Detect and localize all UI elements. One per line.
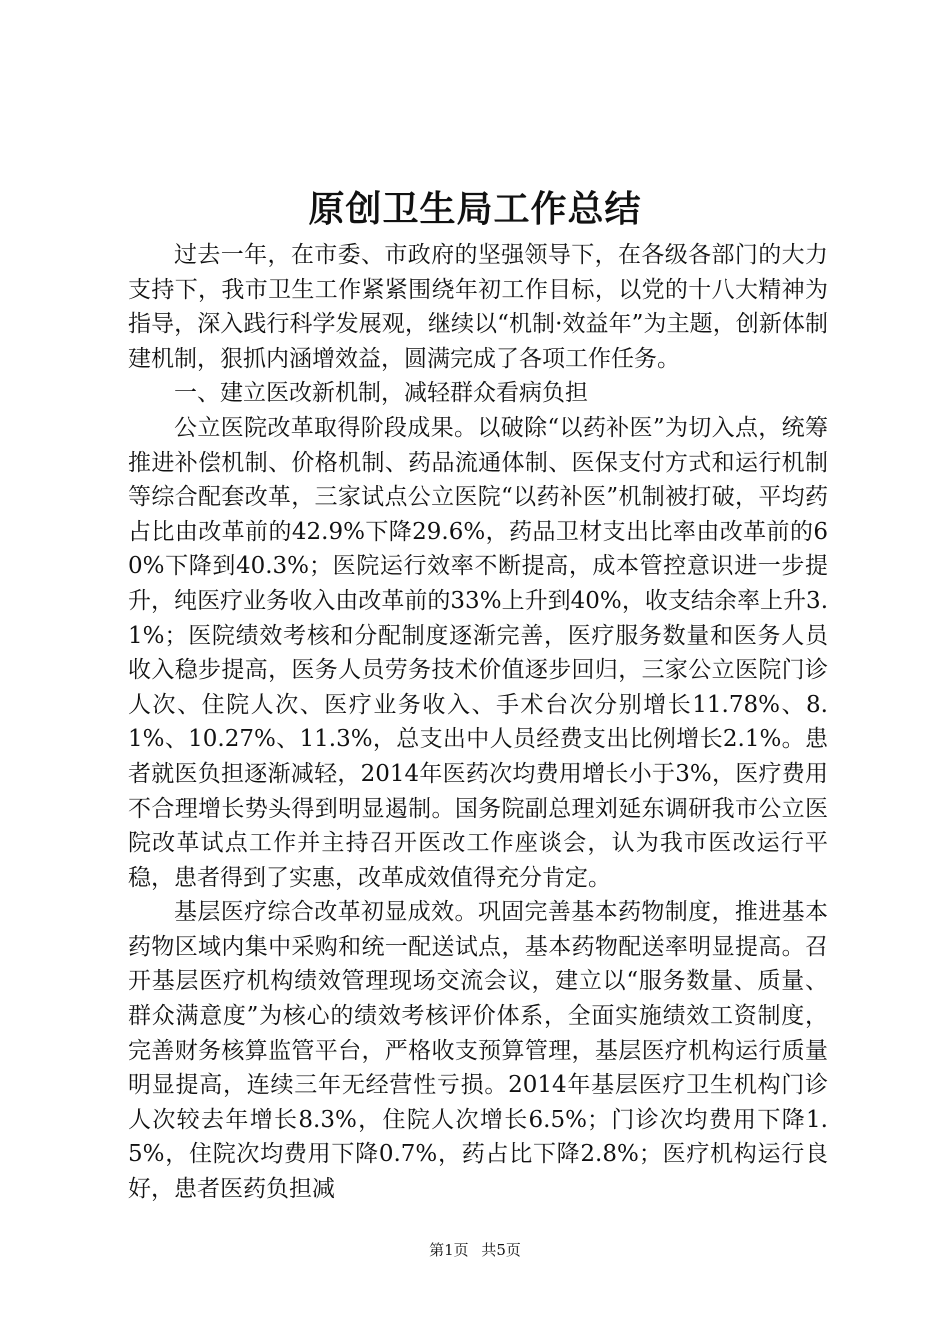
paragraph-public-hospital-reform: 公立医院改革取得阶段成果。以破除“以药补医”为切入点，统筹推进补偿机制、价格机制、药品流通体制、医保支付方式和运行机制等综合配套改革，三家试点公立医院“以药补医”机制被打破，平均药占比由改革前的42.9%下降29.6%，药品卫材支出比率由改革前的60%下降到40.3%；医院运行效率不断提高，成本管控意识进一步提升，纯医疗业务收入由改革前的33%上升到40%，收支结余率上升3.1%；医院绩效考核和分配制度逐渐完善，医疗服务数量和医务人员收入稳步提高，医务人员劳务技术价值逐步回归，三家公立医院门诊人次、住院人次、医疗业务收入、手术台次分别增长11.78%、8.1%、10.27%、11.3%，总支出中人员经费支出比例增长2.1%。患者就医负担逐渐减轻，2014年医药次均费用增长小于3%，医疗费用不合理增长势头得到明显遏制。国务院副总理刘延东调研我市公立医院改革试点工作并主持召开医改工作座谈会，认为我市医改运行平稳，患者得到了实惠，改革成效值得充分肯定。	[128, 414, 828, 891]
page-total: 共5页	[481, 1241, 521, 1259]
document-title: 原创卫生局工作总结	[308, 188, 642, 230]
page-number: 第1页	[429, 1241, 469, 1259]
section-heading: 一、建立医改新机制，减轻群众看病负担	[174, 380, 588, 407]
page-footer	[0, 1240, 950, 1260]
document-body	[128, 238, 828, 1207]
paragraph-intro: 过去一年，在市委、市政府的坚强领导下，在各级各部门的大力支持下，我市卫生工作紧紧围绕年初工作目标，以党的十八大精神为指导，深入践行科学发展观，继续以“机制·效益年”为主题，创新体制建机制，狠抓内涵增效益，圆满完成了各项工作任务。	[128, 242, 828, 372]
paragraph-primary-care-reform: 基层医疗综合改革初显成效。巩固完善基本药物制度，推进基本药物区域内集中采购和统一配送试点，基本药物配送率明显提高。召开基层医疗机构绩效管理现场交流会议，建立以“服务数量、质量、群众满意度”为核心的绩效考核评价体系，全面实施绩效工资制度，完善财务核算监管平台，严格收支预算管理，基层医疗机构运行质量明显提高，连续三年无经营性亏损。2014年基层医疗卫生机构门诊人次较去年增长8.3%，住院人次增长6.5%；门诊次均费用下降1.5%，住院次均费用下降0.7%，药占比下降2.8%；医疗机构运行良好，患者医药负担减	[128, 899, 828, 1203]
